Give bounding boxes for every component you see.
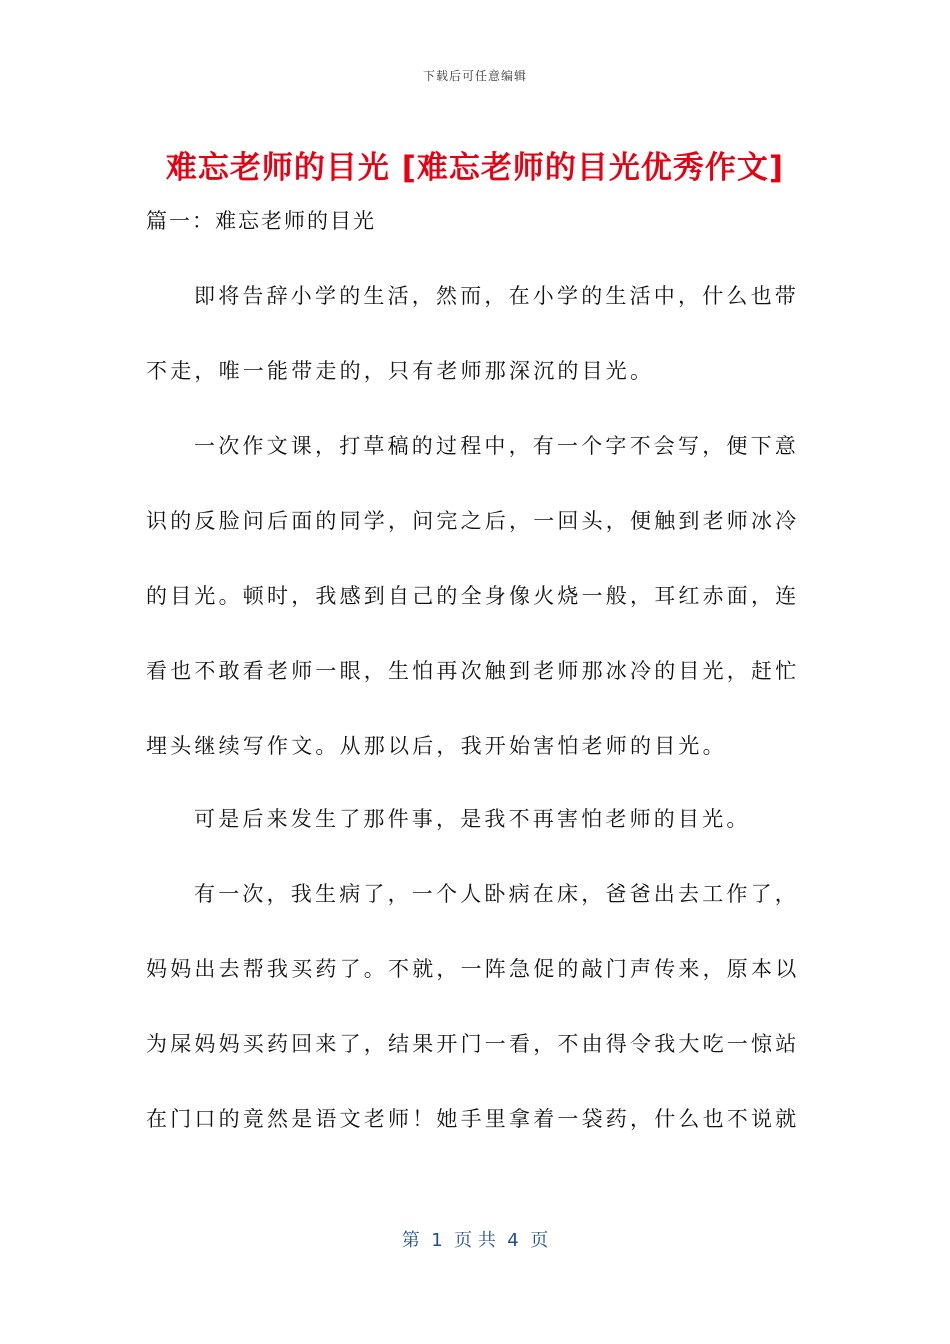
document-title: 难忘老师的目光 [难忘老师的目光优秀作文] (165, 150, 785, 186)
header-note: 下载后可任意编辑 (422, 69, 527, 83)
paragraph-line: 的目光。顿时，我感到自己的全身像火烧一般，耳红赤面，连 (146, 584, 800, 608)
paragraph-line: 看也不敢看老师一眼，生怕再次触到老师那冰冷的目光，赶忙 (146, 659, 800, 683)
page-footer: 第 1 页 共 4 页 (401, 1230, 549, 1251)
paragraph-line: 有一次，我生病了，一个人卧病在床，爸爸出去工作了， (194, 882, 799, 906)
paragraph-line: 一次作文课，打草稿的过程中，有一个字不会写，便下意 (194, 434, 799, 458)
paragraph-line: 妈妈出去帮我买药了。不就，一阵急促的敲门声传来，原本以 (146, 957, 800, 981)
paragraph-line: 识的反脸问后面的同学，问完之后，一回头，便触到老师冰冷 (146, 509, 800, 533)
paragraph-line: 可是后来发生了那件事，是我不再害怕老师的目光。 (194, 807, 751, 831)
paragraph-line: 为屎妈妈买药回来了，结果开门一看，不由得令我大吃一惊站 (146, 1032, 800, 1056)
section-heading: 篇一：难忘老师的目光 (146, 209, 376, 233)
paragraph-line: 不走，唯一能带走的，只有老师那深沉的目光。 (146, 359, 655, 383)
paragraph-line: 埋头继续写作文。从那以后，我开始害怕老师的目光。 (146, 734, 727, 758)
paragraph-line: 在门口的竟然是语文老师！她手里拿着一袋药，什么也不说就 (146, 1107, 800, 1131)
paragraph-line: 即将告辞小学的生活，然而，在小学的生活中，什么也带 (194, 284, 799, 308)
